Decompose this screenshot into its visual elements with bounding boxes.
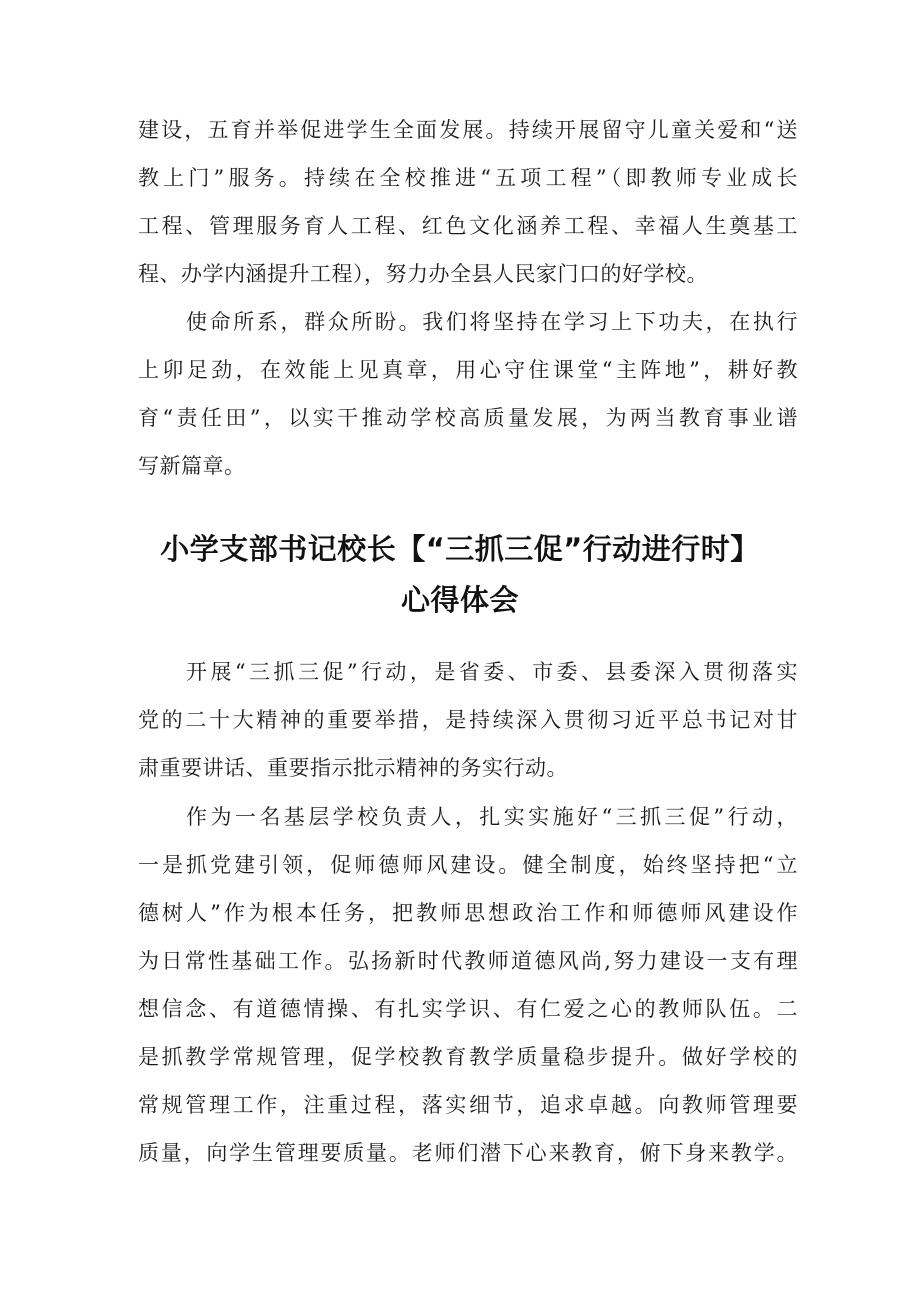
paragraph-2-line-3: 育“责任田”，以实干推动学校高质量发展，为两当教育事业谱: [138, 406, 798, 430]
paragraph-1-line-3: 工程、管理服务育人工程、红色文化涵养工程、幸福人生奠基工: [138, 214, 798, 238]
paragraph-3-line-2: 党的二十大精神的重要举措，是持续深入贯彻习近平总书记对甘: [138, 708, 798, 732]
paragraph-4-line-2: 一是抓党建引领，促师德师风建设。健全制度，始终坚持把“立: [138, 853, 798, 877]
paragraph-4-line-5: 想信念、有道德情操、有扎实学识、有仁爱之心的教师队伍。二: [138, 997, 798, 1021]
paragraph-4-line-4: 为日常性基础工作。弘扬新时代教师道德风尚,努力建设一支有理: [138, 949, 798, 973]
paragraph-2-line-4: 写新篇章。: [138, 454, 246, 478]
paragraph-3-line-3: 肃重要讲话、重要指示批示精神的务实行动。: [138, 756, 568, 780]
paragraph-4-line-6: 是抓教学常规管理，促学校教育教学质量稳步提升。做好学校的: [138, 1045, 798, 1069]
heading-line-1: 小学支部书记校长【“三抓三促”行动进行时】: [160, 532, 760, 566]
paragraph-3-line-1: 开展“三抓三促”行动，是省委、市委、县委深入贯彻落实: [186, 660, 798, 684]
paragraph-4-line-7: 常规管理工作，注重过程，落实细节，追求卓越。向教师管理要: [138, 1093, 798, 1117]
paragraph-1-line-4: 程、办学内涵提升工程），努力办全县人民家门口的好学校。: [138, 262, 708, 286]
paragraph-1-line-1: 建设，五育并举促进学生全面发展。持续开展留守儿童关爱和“送: [138, 118, 798, 142]
paragraph-4-line-8: 质量，向学生管理要质量。老师们潜下心来教育，俯下身来教学。: [138, 1141, 798, 1165]
paragraph-4-line-3: 德树人”作为根本任务，把教师思想政治工作和师德师风建设作: [138, 901, 798, 925]
paragraph-1-line-2: 教上门”服务。持续在全校推进“五项工程”（即教师专业成长: [138, 166, 798, 190]
paragraph-4-line-1: 作为一名基层学校负责人，扎实实施好“三抓三促”行动，: [186, 805, 798, 829]
paragraph-2-line-1: 使命所系，群众所盼。我们将坚持在学习上下功夫，在执行: [186, 310, 798, 334]
paragraph-2-line-2: 上卯足劲，在效能上见真章，用心守住课堂“主阵地”，耕好教: [138, 358, 798, 382]
heading-line-2: 心得体会: [400, 583, 519, 617]
